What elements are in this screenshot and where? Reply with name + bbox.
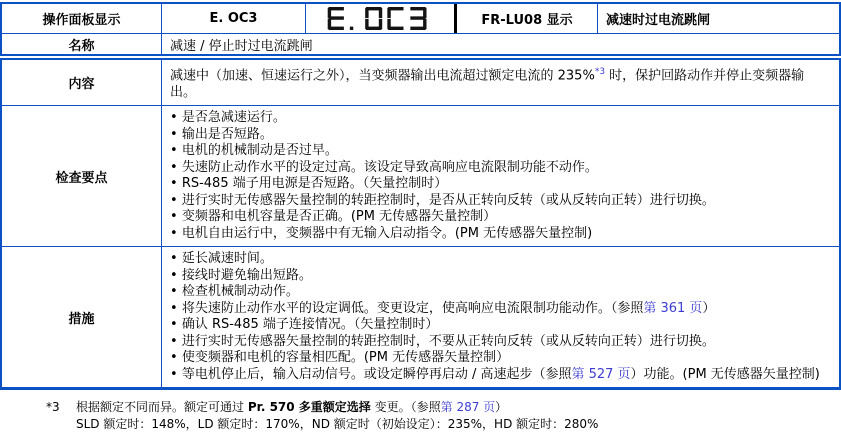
text-run: 接线时避免输出短路。: [181, 267, 312, 283]
panel-display-row: [2, 4, 839, 33]
bullet-item: [170, 317, 829, 334]
bullet-item: [170, 284, 829, 301]
name-value: 减速 / 停止时过电流跳闸: [161, 34, 839, 54]
bullet-icon: •: [170, 317, 182, 333]
text-run: 变频器和电机容量是否正确。(PM 无传感器矢量控制）: [181, 209, 497, 225]
bullet-icon: •: [170, 366, 182, 382]
bullet-icon: •: [170, 110, 182, 126]
text-run: ）: [495, 400, 508, 415]
seven-segment-glyphs: [326, 7, 433, 30]
page-ref-link[interactable]: 第 287 页: [440, 400, 496, 415]
bullet-item: [170, 251, 829, 268]
seven-segment-display: [305, 4, 457, 33]
page-ref-link[interactable]: 第 361 页: [643, 300, 703, 316]
content-text: [161, 60, 839, 105]
bullet-icon: •: [170, 209, 182, 225]
error-code-header-table: [0, 2, 841, 56]
content-row: [2, 60, 839, 105]
bullet-item: [170, 334, 829, 351]
bullet-item: [170, 143, 829, 160]
text-run: 进行实时无传感器矢量控制的转距控制时，不要从正转向反转（或从反转向正转）进行切换。: [181, 333, 715, 349]
bullet-icon: •: [170, 192, 182, 208]
bullet-icon: •: [170, 225, 182, 241]
text-run: 等电机停止后，输入启动信号。或设定瞬停再启动 / 高速起步（参照: [181, 366, 572, 382]
text-run: 使变频器和电机的容量相匹配。(PM 无传感器矢量控制）: [181, 350, 510, 366]
footnote-marker: *3: [46, 400, 60, 415]
text-run: 延长减速时间。: [181, 251, 273, 267]
bullet-item: [170, 268, 829, 285]
footnote-line1: [76, 399, 598, 416]
name-label: 名称: [68, 38, 95, 54]
bullet-item: [170, 226, 829, 243]
text-run: ）: [702, 300, 716, 316]
bullet-item: [170, 367, 829, 384]
bullet-icon: •: [170, 300, 182, 316]
bullet-item: [170, 110, 829, 127]
bullet-icon: •: [170, 126, 182, 142]
bullet-icon: •: [170, 333, 182, 349]
bullet-item: [170, 176, 829, 193]
text-run: RS-485 端子用电源是否短路。（矢量控制时）: [181, 176, 448, 192]
bullet-item: [170, 209, 829, 226]
text-run: 变更。（参照: [370, 400, 441, 415]
bullet-icon: •: [170, 350, 182, 366]
bullet-icon: •: [170, 176, 182, 192]
text-run: 检查机械制动动作。: [181, 284, 299, 300]
footnote-line2: SLD 额定时：148%，LD 额定时：170%，ND 额定时（初始设定）：235%，HD 额定时：280%: [76, 417, 599, 432]
bullet-item: [170, 301, 829, 318]
fr-lu08-value: 减速时过电流跳闸: [597, 4, 839, 33]
check-points-row: [2, 105, 839, 246]
row-label-content: 内容: [68, 77, 95, 93]
text-run: Pr. 570 多重额定选择: [247, 400, 371, 415]
text-run: 减速中（加速、恒速运行之外），当变频器输出电流超过额定电流的 235%: [170, 68, 595, 84]
error-detail-table: [0, 58, 841, 390]
text-run: ）功能。(PM 无传感器矢量控制): [630, 366, 820, 382]
footnote: [46, 399, 841, 433]
check-points-list: [161, 106, 839, 246]
measures-list: [161, 247, 839, 387]
bullet-item: [170, 193, 829, 210]
bullet-icon: •: [170, 251, 182, 267]
bullet-item: [170, 160, 829, 177]
text-run: 输出是否短路。: [181, 126, 273, 142]
error-code-text: E. OC3: [161, 4, 305, 33]
fr-lu08-label: FR-LU08 显示: [481, 13, 573, 28]
text-run: 将失速防止动作水平的设定调低。变更设定，使高响应电流限制功能动作。（参照: [181, 300, 644, 316]
bullet-item: [170, 127, 829, 144]
bullet-icon: •: [170, 284, 182, 300]
footnote-body: [76, 399, 598, 433]
text-run: 进行实时无传感器矢量控制的转距控制时，是否从正转向反转（或从反转向正转）进行切换。: [181, 192, 715, 208]
text-run: 是否急减速运行。: [181, 110, 286, 126]
row-label-measures: 措施: [68, 311, 95, 327]
text-run: 确认 RS-485 端子连接情况。（矢量控制时）: [181, 317, 439, 333]
text-run: 时，保护回路动作并停止变频器输出。: [170, 68, 805, 100]
name-row: [2, 33, 839, 54]
text-run: 电机自由运行中，变频器中有无输入启动指令。(PM 无传感器矢量控制): [181, 225, 593, 241]
page-ref-link[interactable]: 第 527 页: [571, 366, 631, 382]
text-run: 失速防止动作水平的设定过高。该设定导致高响应电流限制功能不动作。: [181, 159, 598, 175]
measures-row: [2, 246, 839, 387]
bullet-icon: •: [170, 267, 182, 283]
text-run: 电机的机械制动是否过早。: [181, 143, 338, 159]
bullet-item: [170, 350, 829, 367]
page-ref-link[interactable]: *3: [594, 67, 606, 77]
bullet-icon: •: [170, 159, 182, 175]
row-label-check-points: 检查要点: [55, 170, 108, 186]
panel-display-label: 操作面板显示: [42, 13, 121, 28]
text-run: 根据额定不同而异。额定可通过: [76, 400, 248, 415]
bullet-icon: •: [170, 143, 182, 159]
